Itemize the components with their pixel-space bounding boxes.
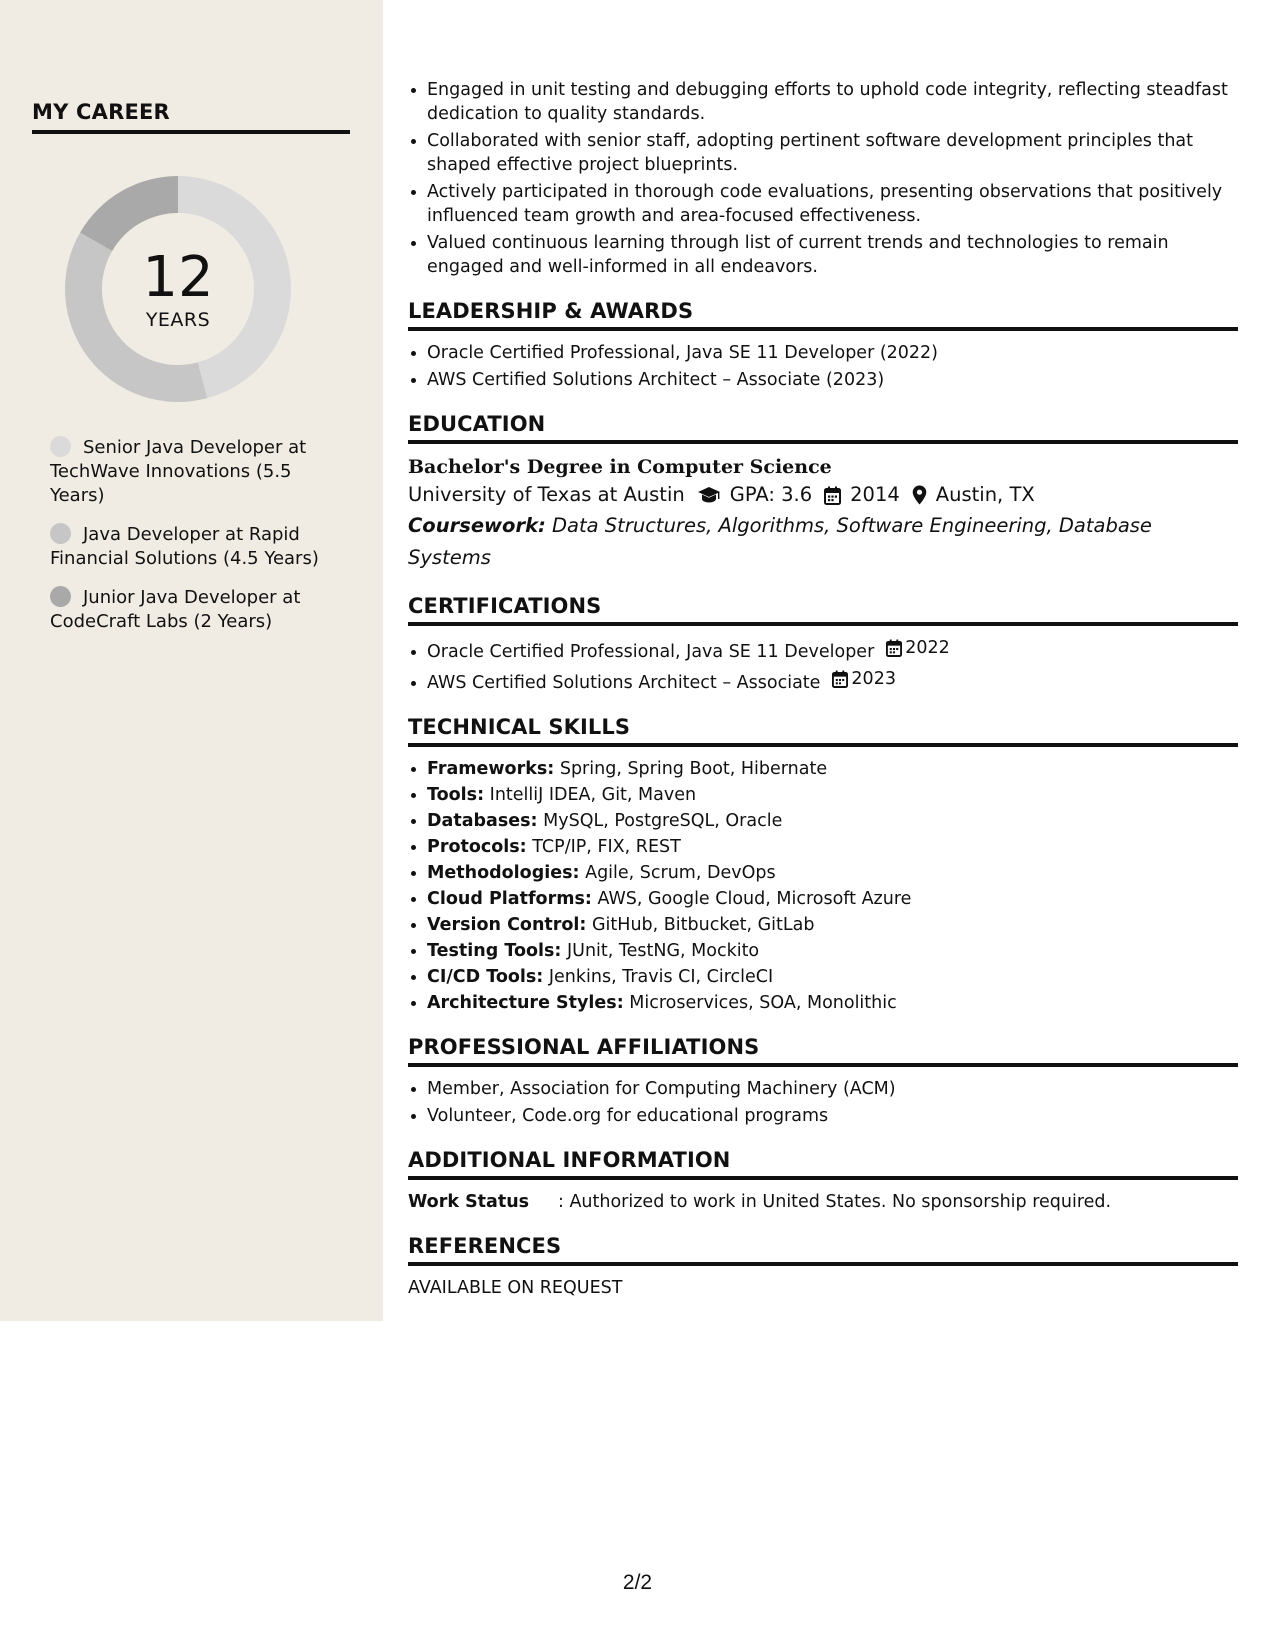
skill-label: Tools: bbox=[427, 785, 485, 805]
work-status-row bbox=[408, 1190, 1238, 1214]
skill-label: Version Control: bbox=[427, 915, 587, 935]
list-item bbox=[427, 757, 1238, 781]
calendar-icon bbox=[824, 486, 841, 505]
skill-value: Microservices, SOA, Monolithic bbox=[629, 993, 897, 1013]
skill-label: Protocols: bbox=[427, 837, 527, 857]
skill-value: Jenkins, Travis CI, CircleCI bbox=[548, 967, 774, 987]
total-years-number: 12 bbox=[142, 245, 214, 310]
certification-year-wrap bbox=[832, 667, 896, 691]
calendar-icon bbox=[832, 670, 848, 688]
skill-value: Spring, Spring Boot, Hibernate bbox=[559, 759, 828, 779]
legend-label: Junior Java Developer at CodeCraft Labs (2 Years) bbox=[50, 587, 301, 632]
calendar-icon bbox=[886, 639, 902, 657]
legend-item-role-2 bbox=[50, 523, 320, 571]
experience-bullet-list bbox=[408, 78, 1238, 279]
certification-year: 2022 bbox=[905, 638, 950, 658]
school-location: Austin, TX bbox=[935, 483, 1035, 506]
donut-center bbox=[65, 176, 291, 402]
coursework-label: Coursework: bbox=[408, 514, 546, 537]
list-item bbox=[427, 667, 1238, 695]
list-item bbox=[427, 991, 1238, 1015]
certification-name: Oracle Certified Professional, Java SE 11 Developer bbox=[427, 642, 875, 662]
legend-label: Java Developer at Rapid Financial Solutions (4.5 Years) bbox=[50, 524, 319, 569]
main-content bbox=[408, 78, 1238, 1300]
career-sidebar bbox=[0, 0, 383, 1321]
list-item bbox=[427, 835, 1238, 859]
affiliations-section-title: PROFESSIONAL AFFILIATIONS bbox=[408, 1035, 1238, 1067]
coursework bbox=[408, 510, 1238, 574]
certifications-section-title: CERTIFICATIONS bbox=[408, 594, 1238, 626]
legend-dot bbox=[50, 523, 71, 544]
skill-label: Frameworks: bbox=[427, 759, 555, 779]
skill-value: MySQL, PostgreSQL, Oracle bbox=[543, 811, 783, 831]
legend-dot bbox=[50, 586, 71, 607]
list-item: • Oracle Certified Professional, Java SE 11 Developer (2022) bbox=[427, 341, 1238, 365]
coursework-list: Data Structures, Algorithms, Software Engineering, Database Systems bbox=[408, 514, 1152, 569]
legend-item-role-1 bbox=[50, 436, 320, 508]
skill-label: Methodologies: bbox=[427, 863, 580, 883]
skill-value: GitHub, Bitbucket, GitLab bbox=[592, 915, 815, 935]
list-item: • Valued continuous learning through list of current trends and technologies to remain engaged and well-informed in all endeavors. bbox=[427, 231, 1238, 279]
degree-title: Bachelor's Degree in Computer Science bbox=[408, 456, 832, 478]
gpa: GPA: 3.6 bbox=[729, 483, 813, 506]
legend-item-role-3 bbox=[50, 586, 320, 634]
list-item: • Engaged in unit testing and debugging efforts to uphold code integrity, reflecting steadfast dedication to quality standards. bbox=[427, 78, 1238, 126]
certification-year: 2023 bbox=[851, 669, 896, 689]
list-item bbox=[427, 913, 1238, 937]
list-item bbox=[427, 783, 1238, 807]
skill-label: Architecture Styles: bbox=[427, 993, 624, 1013]
references-section-title: REFERENCES bbox=[408, 1234, 1238, 1266]
list-item bbox=[427, 887, 1238, 911]
skill-label: Databases: bbox=[427, 811, 538, 831]
list-item bbox=[427, 861, 1238, 885]
skill-value: TCP/IP, FIX, REST bbox=[532, 837, 681, 857]
additional-info-section-title: ADDITIONAL INFORMATION bbox=[408, 1148, 1238, 1180]
career-title: MY CAREER bbox=[32, 100, 350, 134]
certifications-list bbox=[408, 636, 1238, 695]
certification-name: AWS Certified Solutions Architect – Associate bbox=[427, 673, 821, 693]
list-item bbox=[427, 965, 1238, 989]
page-number: 2/2 bbox=[622, 1571, 653, 1594]
skill-label: Cloud Platforms: bbox=[427, 889, 592, 909]
list-item: • AWS Certified Solutions Architect – Associate (2023) bbox=[427, 368, 1238, 392]
graduation-cap-icon bbox=[697, 486, 721, 504]
skill-label: CI/CD Tools: bbox=[427, 967, 544, 987]
list-item bbox=[427, 636, 1238, 664]
list-item: • Volunteer, Code.org for educational programs bbox=[427, 1104, 1238, 1128]
skill-label: Testing Tools: bbox=[427, 941, 562, 961]
total-years-unit: YEARS bbox=[145, 309, 211, 331]
list-item bbox=[427, 939, 1238, 963]
career-legend bbox=[50, 436, 320, 649]
list-item: • Member, Association for Computing Machinery (ACM) bbox=[427, 1077, 1238, 1101]
affiliations-list bbox=[408, 1077, 1238, 1128]
references-value: AVAILABLE ON REQUEST bbox=[408, 1278, 623, 1298]
skill-value: AWS, Google Cloud, Microsoft Azure bbox=[597, 889, 912, 909]
list-item: • Collaborated with senior staff, adopting pertinent software development principles that shaped effective project blueprints. bbox=[427, 129, 1238, 177]
work-status-value: : Authorized to work in United States. No sponsorship required. bbox=[558, 1192, 1112, 1212]
graduation-year: 2014 bbox=[850, 483, 900, 506]
list-item: • Actively participated in thorough code evaluations, presenting observations that positively influenced team growth and area-focused effectiveness. bbox=[427, 180, 1238, 228]
school-name: University of Texas at Austin bbox=[408, 483, 685, 506]
work-status-label: Work Status bbox=[408, 1192, 530, 1212]
skills-list bbox=[408, 757, 1238, 1015]
list-item bbox=[427, 809, 1238, 833]
location-pin-icon bbox=[912, 485, 927, 505]
skill-value: JUnit, TestNG, Mockito bbox=[567, 941, 760, 961]
certification-year-wrap bbox=[886, 636, 950, 660]
skill-value: IntelliJ IDEA, Git, Maven bbox=[489, 785, 697, 805]
legend-label: Senior Java Developer at TechWave Innovations (5.5 Years) bbox=[50, 437, 307, 506]
skills-section-title: TECHNICAL SKILLS bbox=[408, 715, 1238, 747]
leadership-section-title: LEADERSHIP & AWARDS bbox=[408, 299, 1238, 331]
education-details bbox=[408, 480, 1238, 510]
skill-value: Agile, Scrum, DevOps bbox=[585, 863, 776, 883]
legend-dot bbox=[50, 436, 71, 457]
education-section-title: EDUCATION bbox=[408, 412, 1238, 444]
leadership-list bbox=[408, 341, 1238, 392]
